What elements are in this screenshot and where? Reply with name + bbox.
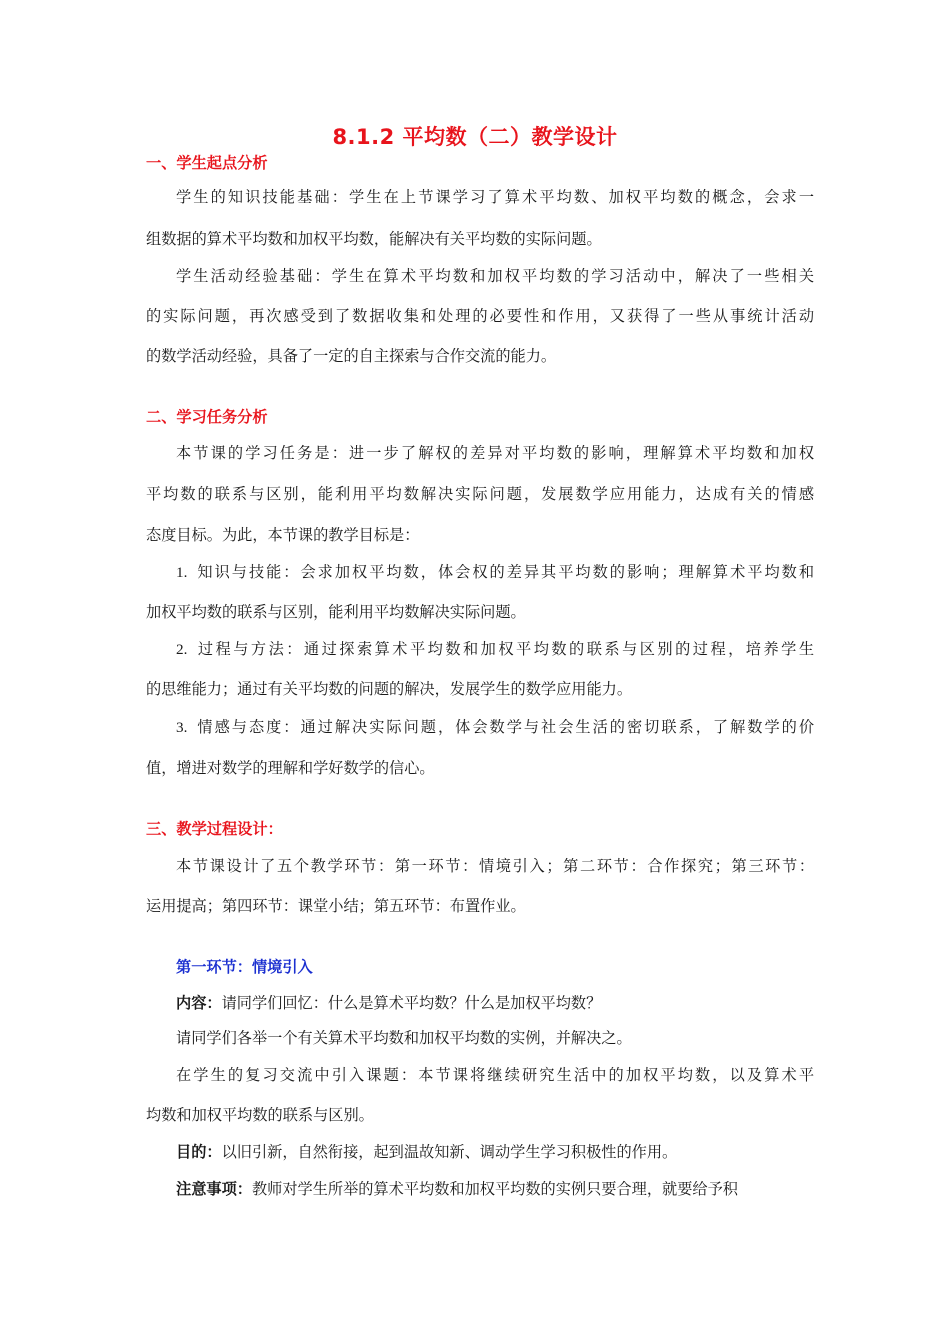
note-text: 教师对学生所举的算术平均数和加权平均数的实例只要合理，就要给予积: [251, 1180, 738, 1198]
goal-item-1: [176, 561, 814, 584]
content-line: [176, 992, 814, 1014]
purpose-text: 以旧引新，自然衔接，起到温故知新、调动学生学习积极性的作用。: [221, 1143, 678, 1161]
goal-text: 过程与方法：通过探索算术平均数和加权平均数的联系与区别的过程，培养学生: [195, 640, 814, 658]
paragraph-line: 加权平均数的联系与区别，能利用平均数解决实际问题。: [146, 603, 526, 621]
paragraph-line: 的数学活动经验，具备了一定的自主探索与合作交流的能力。: [146, 347, 557, 365]
document-title: 8.1.2 平均数（二）教学设计: [332, 125, 618, 149]
goal-number: 2.: [176, 641, 188, 658]
goal-number: 1.: [176, 564, 188, 581]
goal-item-3: [176, 716, 814, 739]
paragraph-line: 组数据的算术平均数和加权平均数，能解决有关平均数的实际问题。: [146, 230, 602, 248]
paragraph-line: 学生的知识技能基础：学生在上节课学习了算术平均数、加权平均数的概念，会求一: [176, 188, 814, 206]
goal-text: 情感与态度：通过解决实际问题，体会数学与社会生活的密切联系，了解数学的价: [195, 718, 814, 736]
paragraph-line: 请同学们各举一个有关算术平均数和加权平均数的实例，并解决之。: [176, 1029, 632, 1047]
section-heading-student-analysis: 一、学生起点分析: [146, 154, 268, 172]
section-heading-task-analysis: 二、学习任务分析: [146, 408, 268, 426]
paragraph-line: 的思维能力；通过有关平均数的问题的解决，发展学生的数学应用能力。: [146, 680, 632, 698]
goal-item-2: [176, 638, 814, 661]
paragraph-line: 本节课的学习任务是：进一步了解权的差异对平均数的影响，理解算术平均数和加权: [176, 444, 814, 462]
content-label: 内容：: [176, 994, 222, 1012]
goal-number: 3.: [176, 719, 188, 736]
purpose-label: 目的：: [176, 1143, 222, 1161]
paragraph-line: 本节课设计了五个教学环节：第一环节：情境引入；第二环节：合作探究；第三环节：: [176, 857, 814, 875]
paragraph-line: 在学生的复习交流中引入课题：本节课将继续研究生活中的加权平均数，以及算术平: [176, 1066, 814, 1084]
purpose-line: [176, 1141, 814, 1163]
goal-text: 知识与技能：会求加权平均数，体会权的差异其平均数的影响；理解算术平均数和: [195, 563, 814, 581]
section-heading-teaching-process: 三、教学过程设计：: [146, 820, 283, 838]
paragraph-line: 的实际问题，再次感受到了数据收集和处理的必要性和作用，又获得了一些从事统计活动: [146, 307, 814, 325]
content-text: 请同学们回忆：什么是算术平均数？什么是加权平均数？: [221, 994, 602, 1012]
paragraph-line: 值，增进对数学的理解和学好数学的信心。: [146, 759, 435, 777]
stage-heading-situation-intro: 第一环节：情境引入: [176, 958, 313, 976]
paragraph-line: 均数和加权平均数的联系与区别。: [146, 1106, 374, 1124]
paragraph-line: 学生活动经验基础：学生在算术平均数和加权平均数的学习活动中，解决了一些相关: [176, 267, 814, 285]
paragraph-line: 态度目标。为此，本节课的教学目标是：: [146, 526, 420, 544]
paragraph-line: 平均数的联系与区别，能利用平均数解决实际问题，发展数学应用能力，达成有关的情感: [146, 485, 814, 503]
note-line: [176, 1178, 814, 1200]
note-label: 注意事项：: [176, 1180, 252, 1198]
paragraph-line: 运用提高；第四环节：课堂小结；第五环节：布置作业。: [146, 897, 526, 915]
